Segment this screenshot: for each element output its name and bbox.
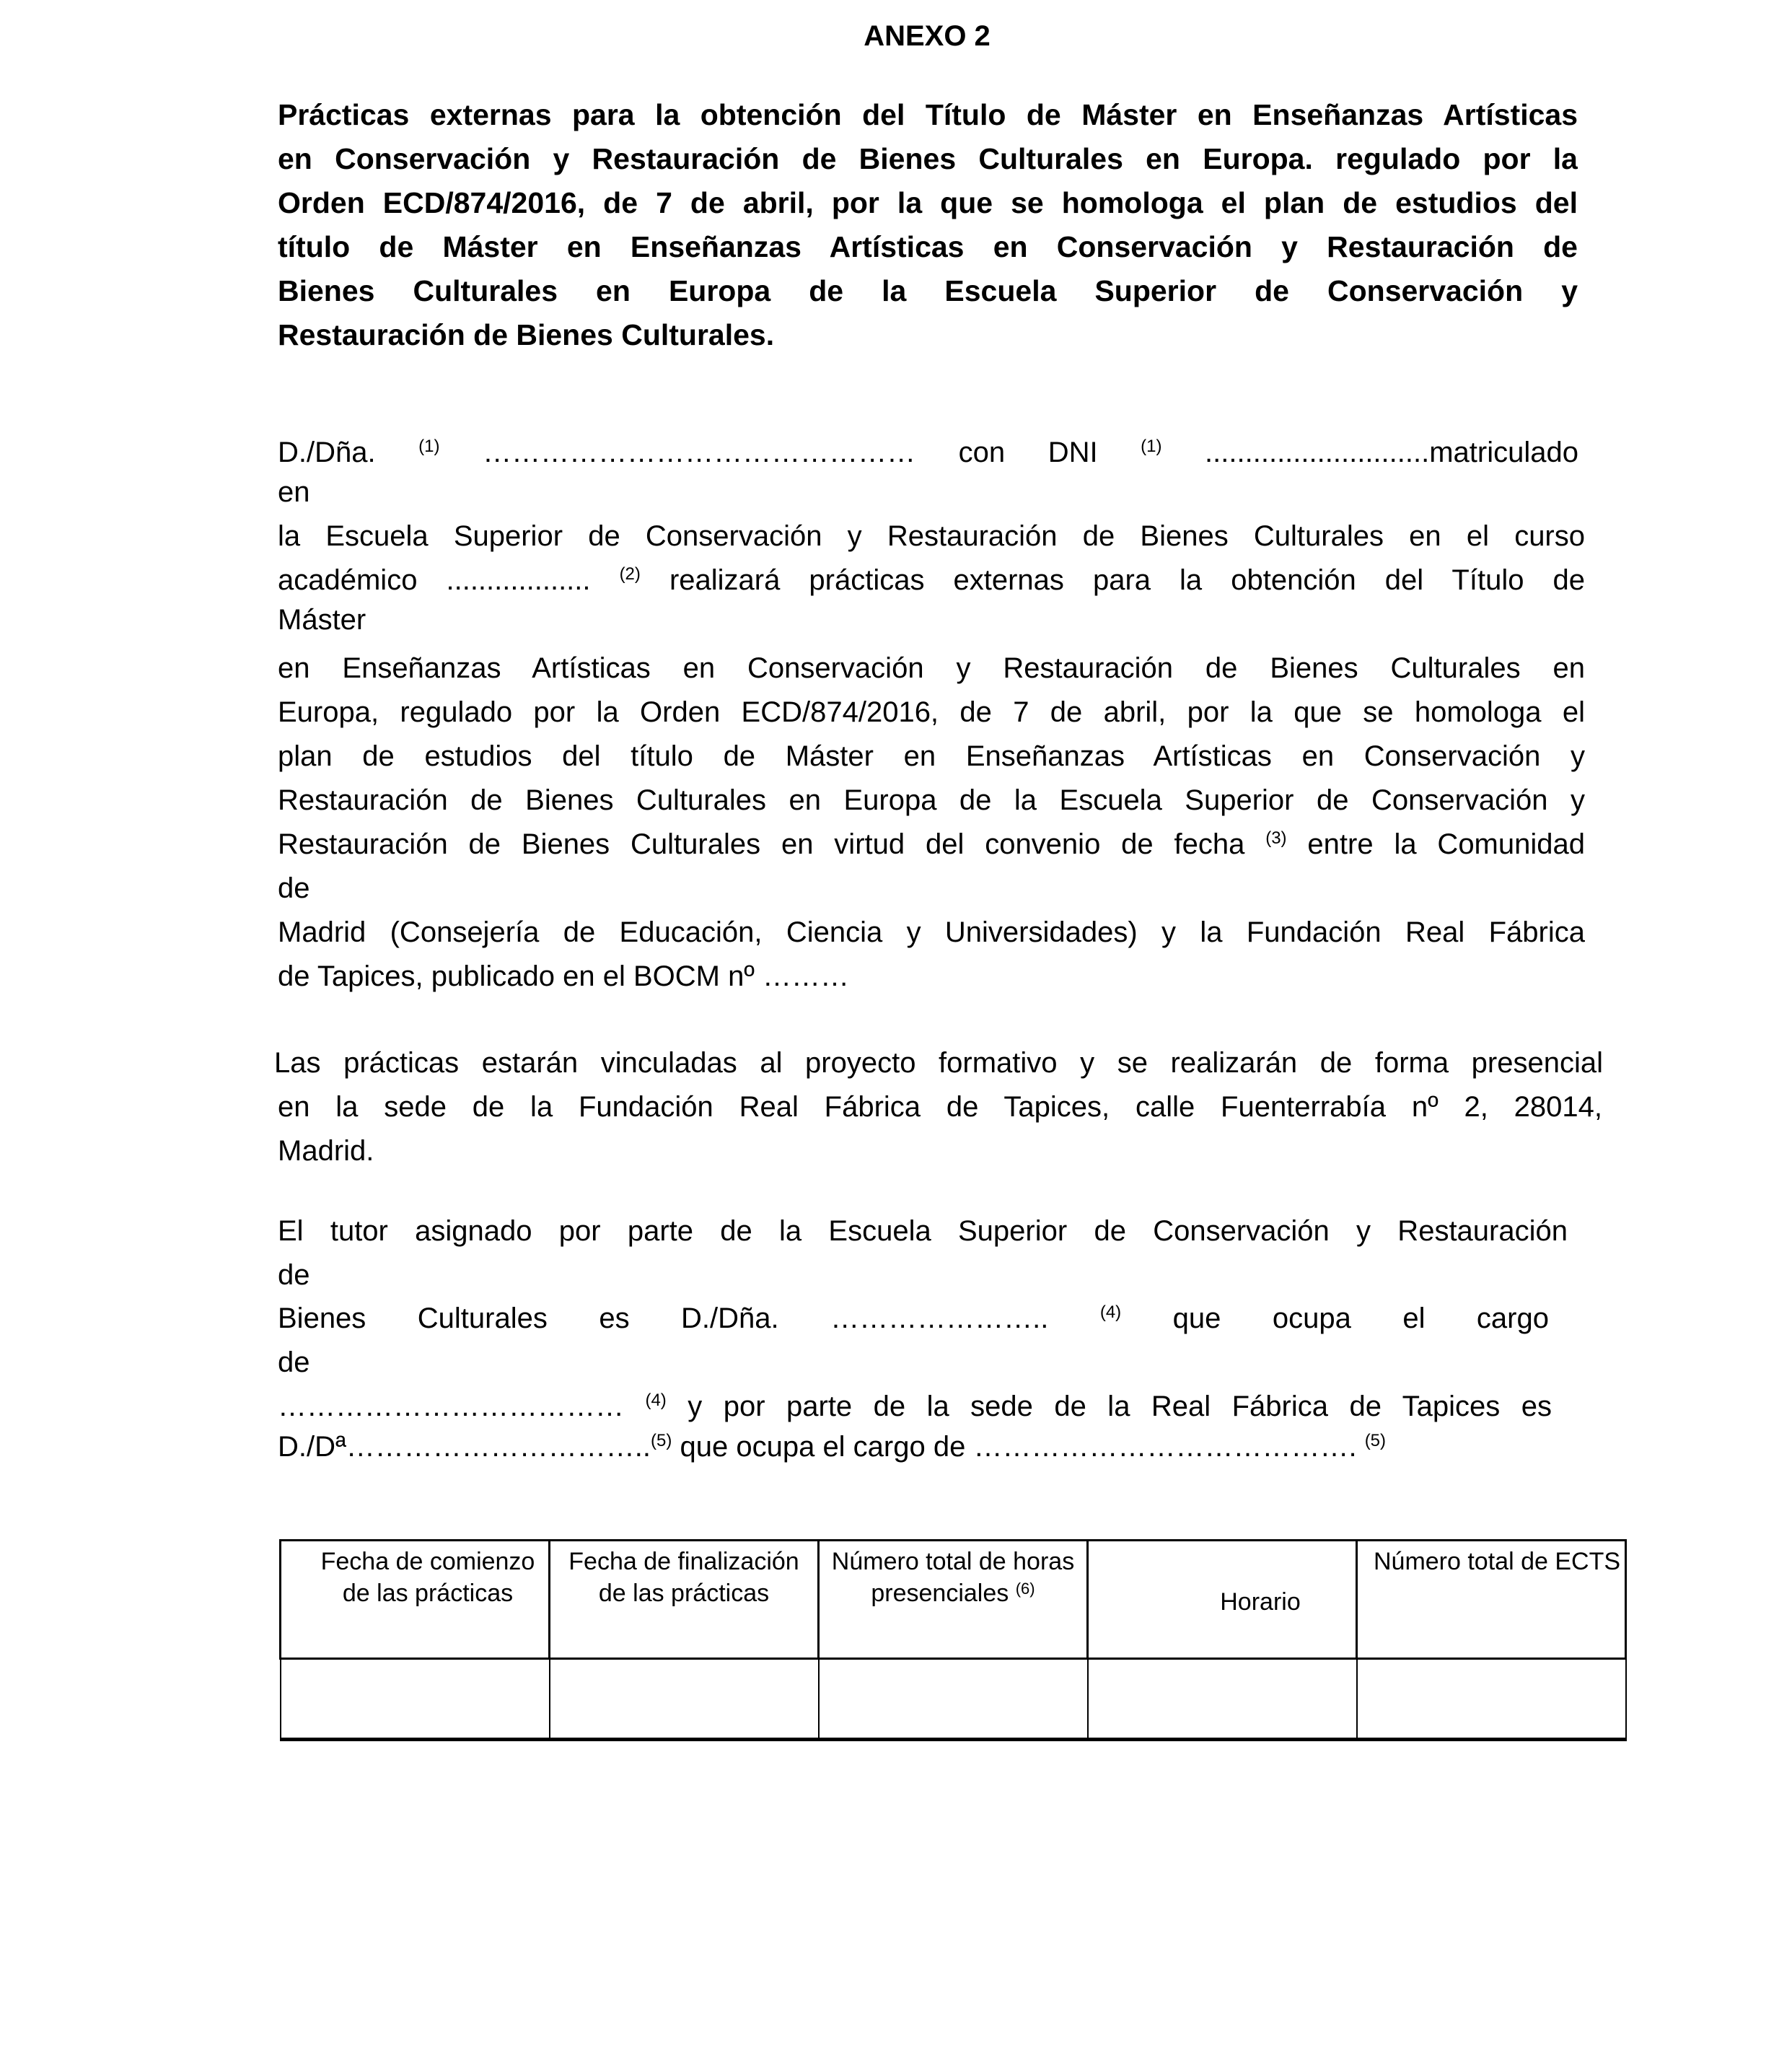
text-segment: El tutor asignado por parte de la Escuela Superior de Conservación y Restauración xyxy=(278,1215,1568,1247)
text-segment: Orden ECD/874/2016, de 7 de abril, por la que se homologa el plan de estudios del xyxy=(278,186,1578,219)
text-segment: Bienes Culturales en Europa de la Escuela Superior de Conservación y xyxy=(278,274,1578,307)
footnote-ref: (3) xyxy=(1265,828,1287,848)
paragraph-line xyxy=(278,735,1585,778)
paragraph-line xyxy=(278,1297,1549,1340)
header-schedule xyxy=(1088,1541,1357,1659)
schedule-cell[interactable] xyxy=(1088,1659,1357,1740)
ects-cell[interactable] xyxy=(1357,1659,1626,1740)
footnote-ref: (2) xyxy=(619,564,641,584)
text-segment: plan de estudios del título de Máster en Enseñanzas Artísticas en Conservación y xyxy=(278,740,1585,772)
header-start-date xyxy=(281,1541,550,1659)
footnote-ref: (1) xyxy=(1141,437,1162,456)
paragraph-line xyxy=(278,431,1578,474)
table-header-row xyxy=(281,1541,1626,1659)
paragraph-line xyxy=(278,598,366,642)
text-segment: y por parte de la sede de la Real Fábrica de Tapices es xyxy=(688,1391,1552,1422)
text-segment: ............................matriculado xyxy=(1205,437,1578,468)
text-segment: Máster xyxy=(278,604,366,636)
text-segment: título de Máster en Enseñanzas Artísticas en Conservación y Restauración de xyxy=(278,230,1578,263)
header-label: Fecha de finalización de las prácticas xyxy=(568,1548,799,1607)
header-label: Número total de horas presenciales xyxy=(831,1548,1075,1607)
text-segment: Restauración de Bienes Culturales en Europa de la Escuela Superior de Conservación y xyxy=(278,784,1585,816)
footnote-ref: (1) xyxy=(418,437,440,456)
footnote-ref: (4) xyxy=(1099,1302,1122,1322)
paragraph-line xyxy=(274,1041,1603,1085)
paragraph-line xyxy=(278,559,1585,602)
text-segment: Madrid (Consejería de Educación, Ciencia y Universidades) y la Fundación Real Fábrica xyxy=(278,916,1585,948)
text-segment: Restauración de Bienes Culturales. xyxy=(278,318,775,351)
text-segment: de Tapices, publicado en el BOCM nº ……… xyxy=(278,960,850,992)
text-segment: D./Dª………………………….. xyxy=(278,1431,651,1463)
text-segment: en Enseñanzas Artísticas en Conservación y Restauración de Bienes Culturales en xyxy=(278,652,1585,684)
text-segment: Madrid. xyxy=(278,1135,374,1167)
header-end-date xyxy=(550,1541,819,1659)
paragraph-line xyxy=(278,867,310,910)
paragraph-line xyxy=(278,1129,374,1173)
text-segment: que ocupa el cargo de …………………………………. xyxy=(672,1431,1365,1463)
text-segment: de xyxy=(278,1347,310,1378)
heading-line xyxy=(278,137,1578,180)
paragraph-line xyxy=(278,1425,1386,1468)
heading-line xyxy=(278,313,774,356)
paragraph-line xyxy=(278,911,1585,954)
text-segment: entre la Comunidad xyxy=(1307,828,1585,860)
footnote-ref: (6) xyxy=(1015,1580,1035,1598)
internship-table xyxy=(279,1539,1627,1741)
paragraph-line xyxy=(278,1209,1568,1253)
paragraph-line xyxy=(278,1085,1602,1129)
text-segment: de xyxy=(278,1259,310,1291)
end-date-cell[interactable] xyxy=(550,1659,819,1740)
heading-line xyxy=(278,93,1578,136)
paragraph-line xyxy=(278,1385,1552,1428)
header-label: Número total de ECTS xyxy=(1373,1548,1621,1575)
text-segment: Las prácticas estarán vinculadas al proyecto formativo y se realizarán de forma presencial xyxy=(274,1047,1603,1079)
text-segment: ……………………………… xyxy=(278,1391,646,1422)
table-row xyxy=(281,1659,1626,1740)
header-hours xyxy=(819,1541,1088,1659)
text-segment: Prácticas externas para la obtención del Título de Máster en Enseñanzas Artísticas xyxy=(278,98,1578,131)
paragraph-line xyxy=(278,470,310,514)
paragraph-line xyxy=(278,691,1585,734)
paragraph-line xyxy=(278,779,1585,822)
text-segment: realizará prácticas externas para la obtención del Título de xyxy=(669,564,1585,596)
footnote-ref: (5) xyxy=(651,1431,672,1450)
header-label: Fecha de comienzo de las prácticas xyxy=(320,1548,535,1607)
footnote-ref: (4) xyxy=(645,1391,667,1410)
text-segment: la Escuela Superior de Conservación y Restauración de Bienes Culturales en el curso xyxy=(278,520,1585,552)
paragraph-line xyxy=(278,514,1585,558)
text-segment: en xyxy=(278,476,310,508)
text-segment: en la sede de la Fundación Real Fábrica de Tapices, calle Fuenterrabía nº 2, 28014, xyxy=(278,1091,1602,1123)
hours-cell[interactable] xyxy=(819,1659,1088,1740)
heading-line xyxy=(278,181,1578,224)
text-segment: D./Dña. xyxy=(278,437,419,468)
paragraph-line xyxy=(278,823,1585,866)
text-segment: que ocupa el cargo xyxy=(1172,1302,1549,1334)
text-segment: académico .................. xyxy=(278,564,620,596)
heading-line xyxy=(278,225,1578,268)
text-segment: en Conservación y Restauración de Bienes Culturales en Europa. regulado por la xyxy=(278,142,1578,175)
paragraph-line xyxy=(278,1341,310,1384)
annex-title: ANEXO 2 xyxy=(864,20,991,52)
heading-line xyxy=(278,269,1578,312)
text-segment: de xyxy=(278,872,310,904)
header-label: Horario xyxy=(1220,1588,1301,1616)
text-segment: Restauración de Bienes Culturales en virtud del convenio de fecha xyxy=(278,828,1266,860)
header-ects xyxy=(1357,1541,1626,1659)
text-segment: Europa, regulado por la Orden ECD/874/2016, de 7 de abril, por la que se homologa el xyxy=(278,696,1585,728)
paragraph-line xyxy=(278,1253,310,1297)
text-segment: ……………………………………… con DNI xyxy=(483,437,1141,468)
footnote-ref: (5) xyxy=(1364,1431,1387,1450)
paragraph-line xyxy=(278,647,1585,690)
paragraph-line xyxy=(278,955,849,998)
start-date-cell[interactable] xyxy=(281,1659,550,1740)
text-segment: Bienes Culturales es D./Dña. ………………….. xyxy=(278,1302,1100,1334)
